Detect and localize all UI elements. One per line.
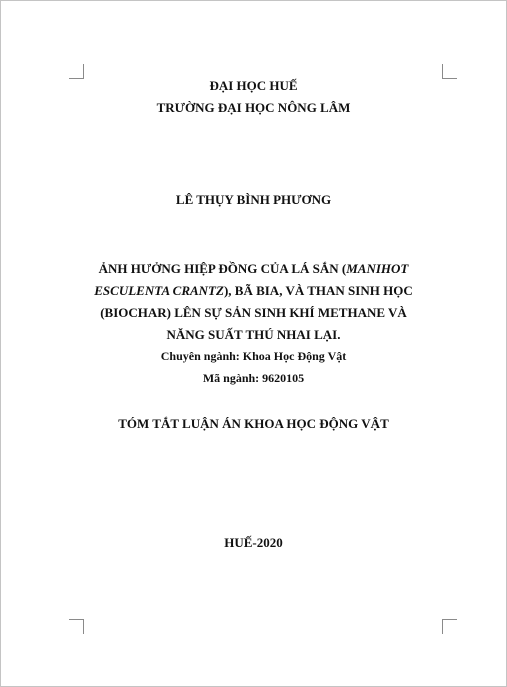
major: Chuyên ngành: Khoa Học Động Vật <box>160 349 347 363</box>
thesis-title-part-1: ẢNH HƯỞNG HIỆP ĐỒNG CỦA LÁ SẮN ( <box>98 261 347 276</box>
crop-mark-bottom-left <box>69 619 84 634</box>
major-code: Mã ngành: 9620105 <box>202 371 305 385</box>
document-type: TÓM TẮT LUẬN ÁN KHOA HỌC ĐỘNG VẬT <box>118 416 389 431</box>
university-name: ĐẠI HỌC HUẾ <box>209 78 298 93</box>
crop-mark-top-right <box>442 64 457 79</box>
place-year: HUẾ-2020 <box>224 535 283 550</box>
thesis-title-species: MANIHOT ESCULENTA CRANTZ <box>94 261 409 298</box>
thesis-title <box>92 258 415 346</box>
crop-mark-top-left <box>69 64 84 79</box>
thesis-title-part-2: ), BÃ BIA, VÀ THAN SINH HỌC (BIOCHAR) LÊN SỰ SẢN SINH KHÍ METHANE VÀ NĂNG SUẤT THÚ NHAI LẠI. <box>100 283 413 342</box>
crop-mark-bottom-right <box>442 619 457 634</box>
author-name: LÊ THỤY BÌNH PHƯƠNG <box>175 192 332 207</box>
college-name: TRƯỜNG ĐẠI HỌC NÔNG LÂM <box>156 100 351 115</box>
